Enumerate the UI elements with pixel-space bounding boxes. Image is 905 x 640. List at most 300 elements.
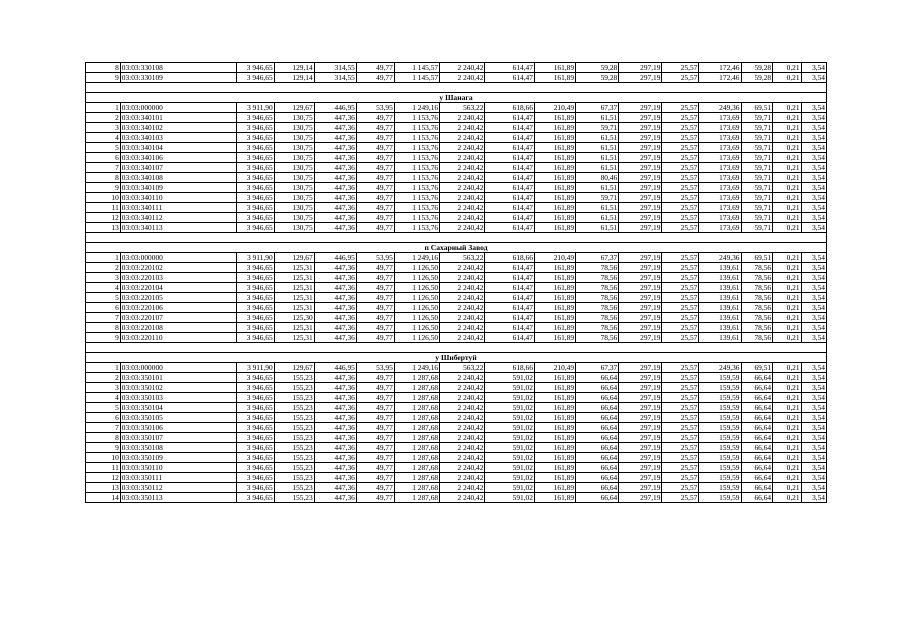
value-cell: 130,75 — [274, 143, 314, 153]
row-number-cell: 12 — [86, 213, 121, 223]
value-cell: 3,54 — [801, 283, 826, 293]
value-cell: 66,64 — [576, 463, 619, 473]
value-cell: 3,54 — [801, 123, 826, 133]
value-cell: 49,77 — [356, 153, 394, 163]
cadastral-code-cell: 03:03:340111 — [120, 203, 236, 213]
value-cell: 297,19 — [619, 373, 662, 383]
cadastral-code-cell: 03:03:350106 — [120, 423, 236, 433]
value-cell: 173,69 — [699, 163, 741, 173]
value-cell: 161,89 — [534, 443, 575, 453]
value-cell: 130,75 — [274, 133, 314, 143]
table-row — [86, 473, 827, 483]
value-cell: 297,19 — [619, 283, 662, 293]
value-cell: 49,77 — [356, 373, 394, 383]
row-number-cell: 6 — [86, 413, 121, 423]
value-cell: 25,57 — [662, 253, 699, 263]
value-cell: 3,54 — [801, 213, 826, 223]
row-number-cell: 10 — [86, 453, 121, 463]
section-header-row — [86, 93, 827, 103]
value-cell: 297,19 — [619, 293, 662, 303]
value-cell: 1 153,76 — [394, 223, 439, 233]
value-cell: 49,77 — [356, 403, 394, 413]
cadastral-code-cell: 03:03:350101 — [120, 373, 236, 383]
value-cell: 155,23 — [274, 463, 314, 473]
value-cell: 155,23 — [274, 383, 314, 393]
value-cell: 3 946,65 — [236, 63, 274, 73]
value-cell: 297,19 — [619, 393, 662, 403]
value-cell: 49,77 — [356, 433, 394, 443]
value-cell: 447,36 — [314, 263, 356, 273]
value-cell: 78,56 — [576, 293, 619, 303]
value-cell: 618,66 — [485, 363, 535, 373]
value-cell: 161,89 — [534, 133, 575, 143]
cadastral-code-cell: 03:03:350102 — [120, 383, 236, 393]
value-cell: 130,75 — [274, 153, 314, 163]
value-cell: 25,57 — [662, 283, 699, 293]
separator-row — [86, 343, 827, 353]
value-cell: 297,19 — [619, 183, 662, 193]
value-cell: 49,77 — [356, 73, 394, 83]
value-cell: 314,55 — [314, 63, 356, 73]
value-cell: 1 153,76 — [394, 203, 439, 213]
table-row — [86, 333, 827, 343]
value-cell: 297,19 — [619, 413, 662, 423]
value-cell: 2 240,42 — [440, 283, 485, 293]
cadastral-code-cell: 03:03:350103 — [120, 393, 236, 403]
value-cell: 66,64 — [576, 483, 619, 493]
value-cell: 25,57 — [662, 443, 699, 453]
table-row — [86, 493, 827, 503]
value-cell: 3,54 — [801, 103, 826, 113]
value-cell: 3 946,65 — [236, 433, 274, 443]
value-cell: 49,77 — [356, 393, 394, 403]
value-cell: 172,46 — [699, 63, 741, 73]
cadastral-code-cell: 03:03:350105 — [120, 413, 236, 423]
value-cell: 155,23 — [274, 493, 314, 503]
value-cell: 67,37 — [576, 103, 619, 113]
value-cell: 3 946,65 — [236, 183, 274, 193]
value-cell: 1 126,50 — [394, 303, 439, 313]
value-cell: 173,69 — [699, 113, 741, 123]
value-cell: 130,75 — [274, 163, 314, 173]
table-body — [86, 63, 827, 503]
cadastral-code-cell: 03:03:340107 — [120, 163, 236, 173]
value-cell: 25,57 — [662, 403, 699, 413]
value-cell: 25,57 — [662, 323, 699, 333]
cadastral-code-cell: 03:03:220108 — [120, 323, 236, 333]
value-cell: 49,77 — [356, 473, 394, 483]
value-cell: 161,89 — [534, 413, 575, 423]
value-cell: 0,21 — [773, 373, 801, 383]
cadastral-code-cell: 03:03:340113 — [120, 223, 236, 233]
value-cell: 447,36 — [314, 203, 356, 213]
table-row — [86, 433, 827, 443]
value-cell: 614,47 — [485, 173, 535, 183]
value-cell: 130,75 — [274, 203, 314, 213]
value-cell: 1 126,50 — [394, 273, 439, 283]
value-cell: 0,21 — [773, 123, 801, 133]
value-cell: 59,71 — [741, 223, 773, 233]
value-cell: 3 946,65 — [236, 193, 274, 203]
value-cell: 1 287,68 — [394, 383, 439, 393]
value-cell: 447,36 — [314, 443, 356, 453]
table-row — [86, 143, 827, 153]
value-cell: 61,51 — [576, 113, 619, 123]
value-cell: 2 240,42 — [440, 223, 485, 233]
table-row — [86, 403, 827, 413]
value-cell: 49,77 — [356, 123, 394, 133]
value-cell: 447,36 — [314, 153, 356, 163]
table-row — [86, 183, 827, 193]
value-cell: 0,21 — [773, 213, 801, 223]
row-number-cell: 5 — [86, 293, 121, 303]
value-cell: 155,23 — [274, 483, 314, 493]
value-cell: 3 946,65 — [236, 273, 274, 283]
value-cell: 0,21 — [773, 283, 801, 293]
value-cell: 210,49 — [534, 253, 575, 263]
separator-row — [86, 83, 827, 93]
table-row — [86, 133, 827, 143]
value-cell: 130,75 — [274, 173, 314, 183]
value-cell: 1 126,50 — [394, 283, 439, 293]
value-cell: 78,56 — [741, 313, 773, 323]
value-cell: 59,71 — [741, 153, 773, 163]
value-cell: 25,57 — [662, 313, 699, 323]
row-number-cell: 11 — [86, 203, 121, 213]
value-cell: 1 126,50 — [394, 333, 439, 343]
value-cell: 49,77 — [356, 453, 394, 463]
value-cell: 447,36 — [314, 323, 356, 333]
value-cell: 297,19 — [619, 463, 662, 473]
value-cell: 2 240,42 — [440, 263, 485, 273]
value-cell: 25,57 — [662, 433, 699, 443]
value-cell: 78,56 — [576, 283, 619, 293]
section-header-row — [86, 243, 827, 253]
value-cell: 66,64 — [576, 393, 619, 403]
value-cell: 159,59 — [699, 413, 741, 423]
value-cell: 297,19 — [619, 253, 662, 263]
table-row — [86, 393, 827, 403]
value-cell: 591,02 — [485, 423, 535, 433]
value-cell: 59,28 — [741, 73, 773, 83]
value-cell: 2 240,42 — [440, 303, 485, 313]
value-cell: 1 287,68 — [394, 433, 439, 443]
value-cell: 446,95 — [314, 103, 356, 113]
value-cell: 3,54 — [801, 223, 826, 233]
value-cell: 78,56 — [741, 263, 773, 273]
value-cell: 61,51 — [576, 203, 619, 213]
value-cell: 139,61 — [699, 283, 741, 293]
value-cell: 49,77 — [356, 173, 394, 183]
value-cell: 2 240,42 — [440, 373, 485, 383]
value-cell: 67,37 — [576, 253, 619, 263]
value-cell: 49,77 — [356, 183, 394, 193]
value-cell: 1 126,50 — [394, 323, 439, 333]
value-cell: 49,77 — [356, 193, 394, 203]
value-cell: 297,19 — [619, 403, 662, 413]
value-cell: 0,21 — [773, 393, 801, 403]
value-cell: 3 946,65 — [236, 293, 274, 303]
value-cell: 446,95 — [314, 253, 356, 263]
value-cell: 614,47 — [485, 193, 535, 203]
value-cell: 59,71 — [741, 173, 773, 183]
value-cell: 297,19 — [619, 333, 662, 343]
value-cell: 161,89 — [534, 403, 575, 413]
value-cell: 161,89 — [534, 183, 575, 193]
value-cell: 155,23 — [274, 413, 314, 423]
value-cell: 3,54 — [801, 313, 826, 323]
value-cell: 25,57 — [662, 183, 699, 193]
value-cell: 0,21 — [773, 203, 801, 213]
value-cell: 210,49 — [534, 363, 575, 373]
value-cell: 0,21 — [773, 413, 801, 423]
value-cell: 25,57 — [662, 133, 699, 143]
value-cell: 25,57 — [662, 393, 699, 403]
value-cell: 129,67 — [274, 363, 314, 373]
value-cell: 1 287,68 — [394, 453, 439, 463]
table-row — [86, 263, 827, 273]
value-cell: 3 946,65 — [236, 403, 274, 413]
value-cell: 2 240,42 — [440, 453, 485, 463]
value-cell: 125,30 — [274, 313, 314, 323]
document-page — [85, 62, 827, 503]
value-cell: 2 240,42 — [440, 483, 485, 493]
cadastral-code-cell: 03:03:220104 — [120, 283, 236, 293]
value-cell: 130,75 — [274, 213, 314, 223]
value-cell: 3 946,65 — [236, 323, 274, 333]
value-cell: 61,51 — [576, 163, 619, 173]
value-cell: 3,54 — [801, 263, 826, 273]
table-row — [86, 173, 827, 183]
value-cell: 1 145,57 — [394, 73, 439, 83]
value-cell: 161,89 — [534, 333, 575, 343]
value-cell: 447,36 — [314, 413, 356, 423]
value-cell: 2 240,42 — [440, 113, 485, 123]
value-cell: 66,64 — [741, 443, 773, 453]
value-cell: 49,77 — [356, 493, 394, 503]
value-cell: 161,89 — [534, 433, 575, 443]
row-number-cell: 7 — [86, 423, 121, 433]
value-cell: 2 240,42 — [440, 213, 485, 223]
cadastral-code-cell: 03:03:350113 — [120, 493, 236, 503]
value-cell: 49,77 — [356, 463, 394, 473]
value-cell: 3,54 — [801, 303, 826, 313]
value-cell: 614,47 — [485, 163, 535, 173]
value-cell: 25,57 — [662, 453, 699, 463]
value-cell: 78,56 — [576, 323, 619, 333]
value-cell: 297,19 — [619, 113, 662, 123]
value-cell: 161,89 — [534, 123, 575, 133]
value-cell: 49,77 — [356, 223, 394, 233]
value-cell: 59,71 — [741, 183, 773, 193]
table-row — [86, 203, 827, 213]
value-cell: 614,47 — [485, 333, 535, 343]
value-cell: 249,36 — [699, 103, 741, 113]
value-cell: 49,77 — [356, 213, 394, 223]
value-cell: 3 946,65 — [236, 173, 274, 183]
value-cell: 1 153,76 — [394, 133, 439, 143]
value-cell: 159,59 — [699, 443, 741, 453]
value-cell: 2 240,42 — [440, 73, 485, 83]
value-cell: 173,69 — [699, 153, 741, 163]
value-cell: 161,89 — [534, 73, 575, 83]
value-cell: 155,23 — [274, 403, 314, 413]
value-cell: 25,57 — [662, 363, 699, 373]
value-cell: 2 240,42 — [440, 423, 485, 433]
value-cell: 0,21 — [773, 333, 801, 343]
table-row — [86, 363, 827, 373]
value-cell: 25,57 — [662, 423, 699, 433]
value-cell: 3,54 — [801, 143, 826, 153]
table-row — [86, 213, 827, 223]
row-number-cell: 11 — [86, 463, 121, 473]
section-title: у Шибертуй — [86, 353, 827, 363]
value-cell: 1 287,68 — [394, 423, 439, 433]
value-cell: 78,56 — [576, 263, 619, 273]
value-cell: 25,57 — [662, 63, 699, 73]
value-cell: 161,89 — [534, 463, 575, 473]
value-cell: 159,59 — [699, 463, 741, 473]
value-cell: 173,69 — [699, 193, 741, 203]
value-cell: 297,19 — [619, 483, 662, 493]
value-cell: 0,21 — [773, 163, 801, 173]
value-cell: 447,36 — [314, 473, 356, 483]
cadastral-code-cell: 03:03:220102 — [120, 263, 236, 273]
cadastral-code-cell: 03:03:000000 — [120, 363, 236, 373]
value-cell: 447,36 — [314, 193, 356, 203]
value-cell: 139,61 — [699, 313, 741, 323]
value-cell: 3 911,90 — [236, 103, 274, 113]
value-cell: 614,47 — [485, 123, 535, 133]
cadastral-code-cell: 03:03:000000 — [120, 103, 236, 113]
value-cell: 129,14 — [274, 73, 314, 83]
value-cell: 3,54 — [801, 203, 826, 213]
value-cell: 1 153,76 — [394, 193, 439, 203]
value-cell: 3,54 — [801, 473, 826, 483]
value-cell: 61,51 — [576, 133, 619, 143]
value-cell: 173,69 — [699, 133, 741, 143]
value-cell: 3,54 — [801, 423, 826, 433]
value-cell: 1 145,57 — [394, 63, 439, 73]
value-cell: 78,56 — [741, 323, 773, 333]
value-cell: 66,64 — [576, 473, 619, 483]
value-cell: 1 153,76 — [394, 113, 439, 123]
value-cell: 1 126,50 — [394, 263, 439, 273]
value-cell: 3 946,65 — [236, 313, 274, 323]
table-row — [86, 153, 827, 163]
value-cell: 129,14 — [274, 63, 314, 73]
value-cell: 1 153,76 — [394, 143, 439, 153]
cadastral-code-cell: 03:03:340103 — [120, 133, 236, 143]
value-cell: 3,54 — [801, 443, 826, 453]
value-cell: 1 287,68 — [394, 493, 439, 503]
value-cell: 210,49 — [534, 103, 575, 113]
value-cell: 2 240,42 — [440, 183, 485, 193]
value-cell: 447,36 — [314, 403, 356, 413]
value-cell: 155,23 — [274, 433, 314, 443]
value-cell: 614,47 — [485, 263, 535, 273]
value-cell: 3,54 — [801, 113, 826, 123]
value-cell: 173,69 — [699, 203, 741, 213]
value-cell: 3,54 — [801, 403, 826, 413]
value-cell: 3,54 — [801, 163, 826, 173]
value-cell: 3 946,65 — [236, 423, 274, 433]
value-cell: 297,19 — [619, 273, 662, 283]
value-cell: 249,36 — [699, 363, 741, 373]
row-number-cell: 5 — [86, 403, 121, 413]
value-cell: 25,57 — [662, 103, 699, 113]
value-cell: 25,57 — [662, 153, 699, 163]
value-cell: 49,77 — [356, 333, 394, 343]
value-cell: 25,57 — [662, 293, 699, 303]
row-number-cell: 7 — [86, 163, 121, 173]
row-number-cell: 12 — [86, 473, 121, 483]
value-cell: 591,02 — [485, 373, 535, 383]
value-cell: 25,57 — [662, 273, 699, 283]
value-cell: 78,56 — [741, 293, 773, 303]
value-cell: 2 240,42 — [440, 403, 485, 413]
value-cell: 3 946,65 — [236, 163, 274, 173]
value-cell: 161,89 — [534, 223, 575, 233]
value-cell: 49,77 — [356, 313, 394, 323]
value-cell: 49,77 — [356, 293, 394, 303]
value-cell: 3 946,65 — [236, 203, 274, 213]
value-cell: 59,71 — [576, 193, 619, 203]
value-cell: 447,36 — [314, 423, 356, 433]
value-cell: 0,21 — [773, 383, 801, 393]
value-cell: 591,02 — [485, 393, 535, 403]
value-cell: 3,54 — [801, 323, 826, 333]
value-cell: 614,47 — [485, 303, 535, 313]
value-cell: 614,47 — [485, 323, 535, 333]
cadastral-code-cell: 03:03:330108 — [120, 63, 236, 73]
value-cell: 66,64 — [576, 413, 619, 423]
value-cell: 0,21 — [773, 73, 801, 83]
value-cell: 25,57 — [662, 173, 699, 183]
value-cell: 3 946,65 — [236, 393, 274, 403]
cadastral-code-cell: 03:03:220105 — [120, 293, 236, 303]
value-cell: 297,19 — [619, 433, 662, 443]
value-cell: 161,89 — [534, 373, 575, 383]
value-cell: 66,64 — [741, 483, 773, 493]
value-cell: 161,89 — [534, 383, 575, 393]
value-cell: 139,61 — [699, 303, 741, 313]
table-row — [86, 273, 827, 283]
value-cell: 314,55 — [314, 73, 356, 83]
value-cell: 161,89 — [534, 193, 575, 203]
value-cell: 25,57 — [662, 223, 699, 233]
value-cell: 49,77 — [356, 383, 394, 393]
value-cell: 447,36 — [314, 393, 356, 403]
value-cell: 53,95 — [356, 103, 394, 113]
value-cell: 1 249,16 — [394, 103, 439, 113]
value-cell: 2 240,42 — [440, 383, 485, 393]
value-cell: 446,95 — [314, 363, 356, 373]
value-cell: 3 946,65 — [236, 373, 274, 383]
value-cell: 161,89 — [534, 63, 575, 73]
cadastral-code-cell: 03:03:350107 — [120, 433, 236, 443]
value-cell: 0,21 — [773, 143, 801, 153]
section-header-row — [86, 353, 827, 363]
table-row — [86, 63, 827, 73]
value-cell: 159,59 — [699, 473, 741, 483]
value-cell: 0,21 — [773, 453, 801, 463]
value-cell: 614,47 — [485, 213, 535, 223]
value-cell: 297,19 — [619, 213, 662, 223]
value-cell: 591,02 — [485, 483, 535, 493]
value-cell: 3,54 — [801, 463, 826, 473]
value-cell: 161,89 — [534, 263, 575, 273]
